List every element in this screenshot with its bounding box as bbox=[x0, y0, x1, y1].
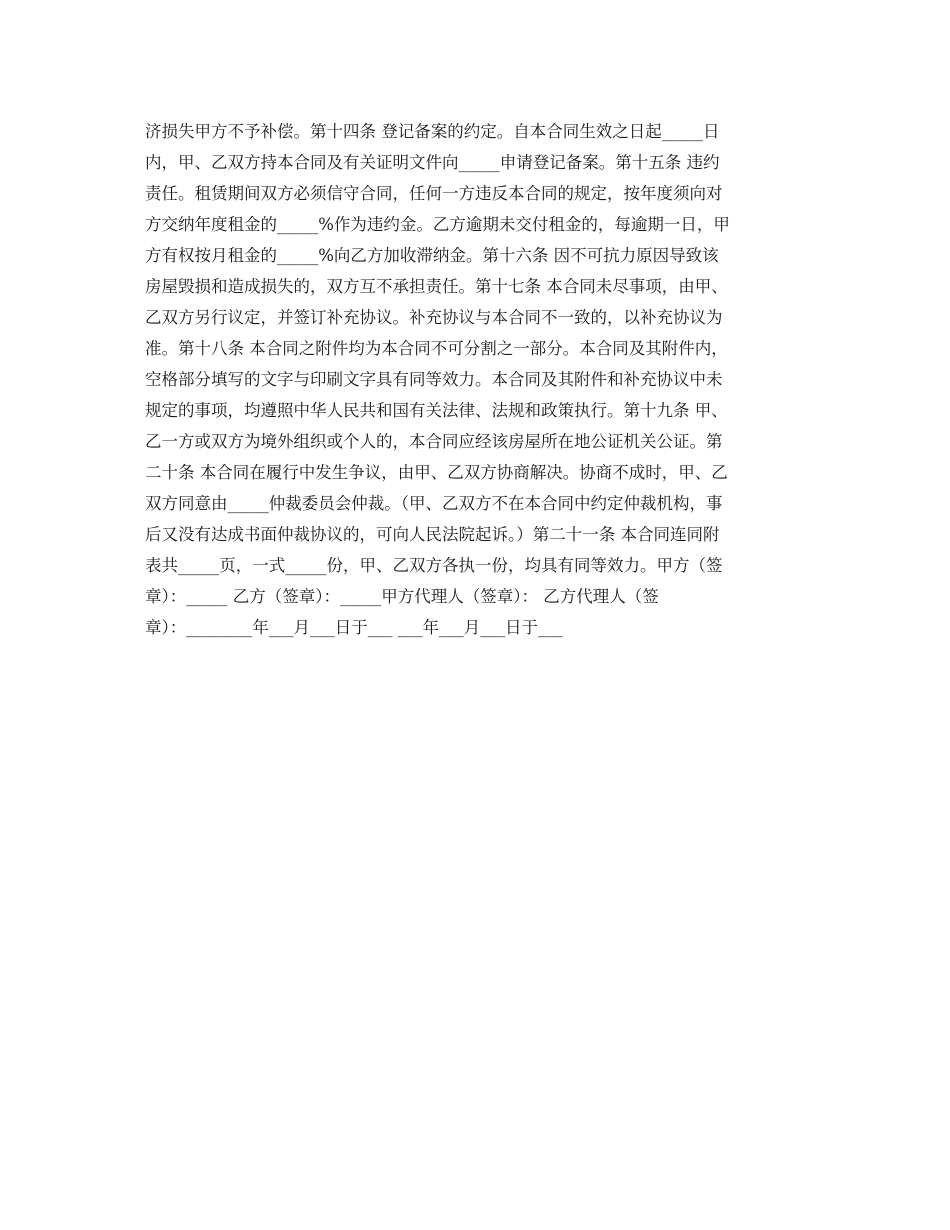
text-line: 方交纳年度租金的_____%作为违约金。乙方逾期未交付租金的，每逾期一日，甲 bbox=[145, 215, 730, 234]
text-line: 准。第十八条 本合同之附件均为本合同不可分割之一部分。本合同及其附件内， bbox=[145, 339, 728, 358]
text-line: 乙双方另行议定，并签订补充协议。补充协议与本合同不一致的，以补充协议为 bbox=[145, 308, 723, 327]
signature-line: 章）：_____ 乙方（签章）：_____甲方代理人（签章）： 乙方代理人（签 bbox=[145, 587, 659, 606]
text-line: 后又没有达成书面仲裁协议的，可向人民法院起诉。）第二十一条 本合同连同附 bbox=[145, 525, 720, 544]
text-line: 房屋毁损和造成损失的，双方互不承担责任。第十七条 本合同未尽事项，由甲、 bbox=[145, 277, 728, 296]
text-line: 方有权按月租金的_____%向乙方加收滞纳金。第十六条 因不可抗力原因导致该 bbox=[145, 246, 719, 265]
text-line: 表共_____页，一式_____份，甲、乙双方各执一份，均具有同等效力。甲方（签 bbox=[145, 556, 723, 575]
text-line: 空格部分填写的文字与印刷文字具有同等效力。本合同及其附件和补充协议中未 bbox=[145, 370, 723, 389]
text-line: 乙一方或双方为境外组织或个人的，本合同应经该房屋所在地公证机关公证。第 bbox=[145, 432, 723, 451]
text-line: 二十条 本合同在履行中发生争议，由甲、乙双方协商解决。协商不成时，甲、乙 bbox=[145, 463, 728, 482]
date-line: 章）：________年___月___日于___ ___年___月___日于___ bbox=[145, 618, 563, 637]
text-line: 内，甲、乙双方持本合同及有关证明文件向_____申请登记备案。第十五条 违约 bbox=[145, 153, 720, 172]
contract-text-body bbox=[145, 116, 815, 643]
text-line: 责任。租赁期间双方必须信守合同，任何一方违反本合同的规定，按年度须向对 bbox=[145, 184, 723, 203]
text-line: 济损失甲方不予补偿。第十四条 登记备案的约定。自本合同生效之日起_____日 bbox=[145, 122, 720, 141]
text-line: 规定的事项，均遵照中华人民共和国有关法律、法规和政策执行。第十九条 甲、 bbox=[145, 401, 728, 420]
text-line: 双方同意由_____仲裁委员会仲裁。（甲、乙双方不在本合同中约定仲裁机构，事 bbox=[145, 494, 723, 513]
